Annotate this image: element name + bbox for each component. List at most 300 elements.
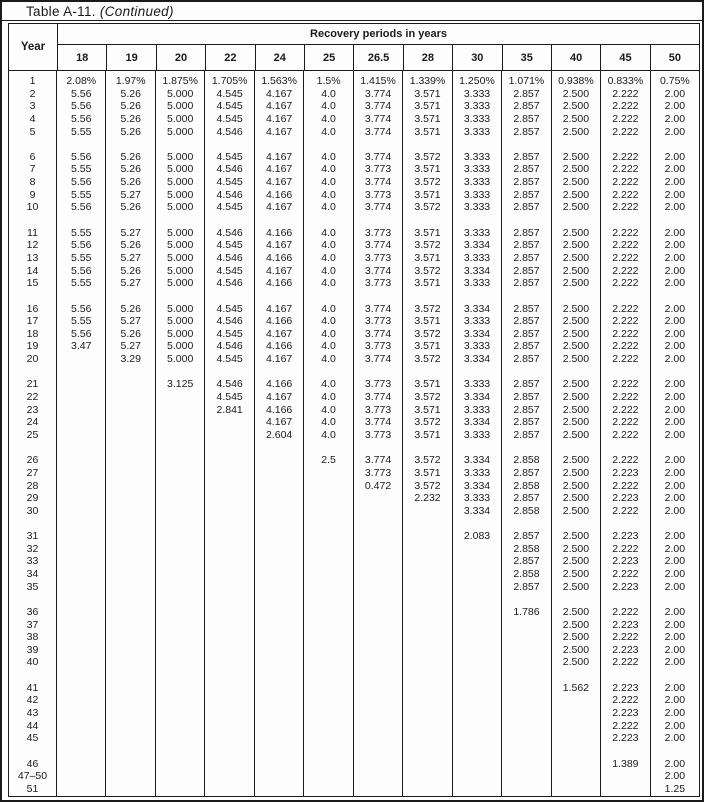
table-cell <box>156 758 204 771</box>
table-cell <box>304 543 352 556</box>
row-group-gap <box>453 366 501 379</box>
table-cell: 2.00 <box>664 719 686 732</box>
table-cell <box>304 732 352 745</box>
column-header-40: 40 <box>552 45 601 70</box>
table-cell: 4.546 <box>216 125 243 138</box>
table-cell: 4.166 <box>265 340 293 353</box>
table-cell: 2.857 <box>513 353 540 366</box>
table-cell <box>57 378 105 391</box>
table-cell: 2.00 <box>664 454 686 467</box>
table-cell <box>403 568 451 581</box>
table-cell <box>354 543 402 556</box>
table-cell: 47–50 <box>17 770 48 783</box>
table-cell <box>304 581 352 594</box>
table-cell: 2.858 <box>513 454 540 467</box>
table-cell: 2.500 <box>562 580 590 593</box>
table-cell: 2.500 <box>562 567 590 580</box>
table-cell <box>354 492 402 505</box>
table-cell <box>205 720 253 733</box>
row-group-gap <box>651 214 699 227</box>
table-cell: 2.857 <box>513 87 540 100</box>
table-cell <box>57 429 105 442</box>
table-cell: 0.938% <box>558 75 594 87</box>
table-cell: 4.167 <box>265 327 293 340</box>
table-cell: 3.333 <box>463 125 491 138</box>
table-cell: 2.500 <box>562 454 590 467</box>
table-cell: 2.857 <box>513 416 540 429</box>
table-cell <box>156 530 204 543</box>
table-cell <box>57 619 105 632</box>
table-cell <box>106 783 154 796</box>
table-cell: 4.166 <box>265 315 293 328</box>
table-cell <box>156 454 204 467</box>
row-group-gap <box>601 442 649 455</box>
table-cell: 2.857 <box>513 188 540 201</box>
table-cell <box>354 619 402 632</box>
table-cell <box>453 732 501 745</box>
table-cell: 2.00 <box>664 87 686 100</box>
table-cell <box>106 530 154 543</box>
table-cell: 2.857 <box>513 125 540 138</box>
row-group-gap <box>9 517 56 530</box>
table-cell: 1.389 <box>612 757 639 770</box>
table-cell <box>106 581 154 594</box>
table-cell: 5.000 <box>167 112 194 125</box>
table-cell: 3.572 <box>414 201 441 214</box>
table-cell: 2.00 <box>664 631 686 644</box>
table-cell: 36 <box>26 605 39 618</box>
table-cell: 27 <box>26 466 39 479</box>
table-cell: 1.562 <box>562 681 590 694</box>
table-cell: 5.26 <box>120 87 141 100</box>
table-cell: 2.500 <box>562 201 590 214</box>
table-cell: 2.222 <box>612 454 639 467</box>
table-cell: 2.00 <box>664 163 686 176</box>
table-cell <box>57 770 105 783</box>
table-cell: 18 <box>26 327 39 340</box>
table-cell <box>453 656 501 669</box>
table-cell: 2.500 <box>562 416 590 429</box>
data-column-25 <box>304 71 353 796</box>
table-cell: 5.55 <box>71 163 92 176</box>
table-cell: 5.000 <box>167 251 194 264</box>
table-cell: 46 <box>26 757 39 770</box>
table-cell: 5.000 <box>167 226 194 239</box>
table-cell: 1.705% <box>211 75 248 87</box>
table-cell: 12 <box>26 239 39 252</box>
table-cell: 5.000 <box>167 239 194 252</box>
table-cell: 5.26 <box>120 176 141 189</box>
table-cell <box>304 530 352 543</box>
table-cell: 3.333 <box>463 315 491 328</box>
table-cell <box>205 732 253 745</box>
table-cell <box>403 505 451 518</box>
table-cell: 2.222 <box>612 542 639 555</box>
row-group-gap <box>57 290 105 303</box>
table-cell: 2.500 <box>562 656 590 669</box>
table-cell: 3.774 <box>364 239 392 252</box>
table-cell <box>106 694 154 707</box>
table-cell <box>403 644 451 657</box>
table-cell: 2.857 <box>513 340 540 353</box>
table-cell: 2.00 <box>664 732 686 745</box>
table-cell: 2.223 <box>612 681 639 694</box>
table-cell: 4.167 <box>265 391 293 404</box>
table-cell <box>403 758 451 771</box>
table-cell: 2.222 <box>612 567 639 580</box>
table-cell: 2.222 <box>612 188 639 201</box>
table-cell: 0.75% <box>659 75 690 87</box>
table-cell: 1.415% <box>360 75 396 87</box>
table-cell <box>106 732 154 745</box>
table-cell: 2.857 <box>513 555 540 568</box>
table-cell: 2.00 <box>664 694 686 707</box>
table-cell: 5.26 <box>120 150 141 163</box>
table-cell: 2.857 <box>513 277 540 290</box>
row-group-gap <box>453 517 501 530</box>
table-cell <box>304 619 352 632</box>
table-cell: 2.00 <box>664 567 686 580</box>
table-cell: 3.334 <box>463 391 491 404</box>
table-cell: 3.333 <box>463 466 491 479</box>
table-cell: 5.56 <box>71 327 92 340</box>
table-cell: 3.774 <box>364 201 392 214</box>
row-group-gap <box>106 366 154 379</box>
table-cell <box>403 720 451 733</box>
table-cell: 23 <box>26 403 39 416</box>
table-cell: 4.0 <box>321 315 336 328</box>
table-cell: 5.26 <box>120 163 141 176</box>
table-cell: 3.571 <box>414 125 441 138</box>
table-cell <box>57 707 105 720</box>
table-cell <box>156 568 204 581</box>
table-cell: 1.875% <box>162 75 198 87</box>
table-cell: 4.545 <box>216 353 243 366</box>
table-cell: 2.500 <box>562 239 590 252</box>
row-group-gap <box>601 214 649 227</box>
row-group-gap <box>156 669 204 682</box>
table-cell <box>403 581 451 594</box>
table-cell: 3.333 <box>463 188 491 201</box>
table-cell: 3.571 <box>414 112 441 125</box>
table-cell <box>205 758 253 771</box>
table-cell <box>106 454 154 467</box>
table-cell: 4.0 <box>321 277 336 290</box>
table-cell: 4.546 <box>216 340 243 353</box>
table-cell <box>453 720 501 733</box>
table-cell: 5.000 <box>167 264 194 277</box>
table-cell: 5.56 <box>71 87 92 100</box>
row-group-gap <box>651 517 699 530</box>
table-cell: 4.546 <box>216 163 243 176</box>
table-cell <box>453 682 501 695</box>
table-cell <box>156 391 204 404</box>
table-cell <box>57 606 105 619</box>
table-cell <box>156 543 204 556</box>
table-cell: 3.333 <box>463 340 491 353</box>
table-cell: 17 <box>26 315 39 328</box>
table-cell: 4.0 <box>321 163 336 176</box>
table-cell <box>354 505 402 518</box>
table-cell: 3.334 <box>463 327 491 340</box>
table-cell <box>106 543 154 556</box>
table-cell: 2.500 <box>562 555 590 568</box>
table-cell <box>156 555 204 568</box>
data-column-50 <box>651 71 699 796</box>
table-cell: 2.00 <box>664 504 686 517</box>
table-cell: 2.222 <box>612 302 639 315</box>
table-cell: 4.0 <box>321 112 336 125</box>
table-cell <box>453 568 501 581</box>
row-group-gap <box>453 593 501 606</box>
table-cell: 3.334 <box>463 302 491 315</box>
year-column-header: Year <box>9 24 58 70</box>
column-header-row <box>58 45 699 70</box>
table-cell <box>304 682 352 695</box>
table-cell: 5.000 <box>167 188 194 201</box>
table-cell: 3.333 <box>463 403 491 416</box>
table-cell <box>156 480 204 493</box>
table-cell: 3.773 <box>364 340 392 353</box>
table-cell: 3.47 <box>71 340 92 353</box>
row-group-gap <box>403 214 451 227</box>
row-group-gap <box>651 290 699 303</box>
row-group-gap <box>255 442 303 455</box>
table-cell: 3.29 <box>120 353 141 366</box>
table-cell: 3.334 <box>463 353 491 366</box>
table-cell: 4.546 <box>216 251 243 264</box>
table-cell: 2.857 <box>513 315 540 328</box>
row-group-gap <box>304 138 352 151</box>
row-group-gap <box>255 669 303 682</box>
data-column-24 <box>255 71 304 796</box>
table-cell <box>552 732 600 745</box>
table-cell <box>57 581 105 594</box>
table-cell: 5.55 <box>71 226 92 239</box>
row-group-gap <box>502 214 550 227</box>
table-cell: 34 <box>26 567 39 580</box>
table-cell: 3.773 <box>364 163 392 176</box>
table-cell: 3.333 <box>463 112 491 125</box>
row-group-gap <box>255 745 303 758</box>
table-cell <box>106 492 154 505</box>
row-group-gap <box>255 593 303 606</box>
table-cell: 51 <box>26 782 39 795</box>
table-cell <box>106 682 154 695</box>
table-body <box>9 71 699 796</box>
table-cell: 2.00 <box>664 327 686 340</box>
table-cell <box>106 404 154 417</box>
table-cell: 39 <box>26 643 39 656</box>
table-cell: 2.00 <box>664 479 686 492</box>
table-cell: 5.26 <box>120 239 141 252</box>
table-cell: 2.858 <box>513 504 540 517</box>
table-cell: 5.27 <box>120 277 141 290</box>
table-cell: 4.0 <box>321 188 336 201</box>
table-cell: 3.333 <box>463 163 491 176</box>
table-cell: 2.00 <box>664 542 686 555</box>
table-cell: 37 <box>26 618 39 631</box>
table-cell <box>57 416 105 429</box>
table-cell <box>354 581 402 594</box>
table-cell: 5.55 <box>71 125 92 138</box>
row-group-gap <box>304 290 352 303</box>
table-cell: 2.00 <box>664 277 686 290</box>
row-group-gap <box>304 366 352 379</box>
table-cell: 5.26 <box>120 201 141 214</box>
table-cell: 2.500 <box>562 479 590 492</box>
table-cell: 5.000 <box>167 340 194 353</box>
table-cell: 21 <box>26 378 39 391</box>
table-cell: 4.0 <box>321 428 336 441</box>
table-cell <box>57 555 105 568</box>
row-group-gap <box>156 517 204 530</box>
table-cell <box>304 783 352 796</box>
table-cell: 3 <box>29 100 36 113</box>
table-cell: 5.56 <box>71 176 92 189</box>
table-cell <box>354 568 402 581</box>
table-cell <box>552 694 600 707</box>
table-cell: 3.572 <box>414 239 441 252</box>
row-group-gap <box>403 366 451 379</box>
table-cell: 4.0 <box>321 201 336 214</box>
table-cell: 2.500 <box>562 530 590 543</box>
table-cell: 44 <box>26 719 39 732</box>
table-cell: 4 <box>29 112 36 125</box>
table-cell: 2.857 <box>513 378 540 391</box>
table-cell <box>255 644 303 657</box>
table-cell: 5.26 <box>120 264 141 277</box>
row-group-gap <box>106 669 154 682</box>
table-cell: 2.222 <box>612 150 639 163</box>
table-cell: 3.334 <box>463 416 491 429</box>
row-group-gap <box>156 593 204 606</box>
table-cell <box>205 656 253 669</box>
table-cell <box>156 606 204 619</box>
row-group-gap <box>106 442 154 455</box>
table-cell: 3.125 <box>167 378 194 391</box>
table-cell <box>156 416 204 429</box>
row-group-gap <box>304 442 352 455</box>
table-cell: 4.0 <box>321 251 336 264</box>
row-group-gap <box>601 290 649 303</box>
row-group-gap <box>354 593 402 606</box>
table-cell <box>57 467 105 480</box>
table-cell: 3.571 <box>414 403 441 416</box>
row-group-gap <box>9 138 56 151</box>
row-group-gap <box>57 593 105 606</box>
table-cell <box>403 606 451 619</box>
table-cell: 4.0 <box>321 87 336 100</box>
table-cell: 2.00 <box>664 150 686 163</box>
table-cell <box>255 619 303 632</box>
table-cell: 2.857 <box>513 428 540 441</box>
table-cell: 4.167 <box>265 176 293 189</box>
data-column-18 <box>57 71 106 796</box>
table-cell <box>205 581 253 594</box>
row-group-gap <box>403 593 451 606</box>
table-cell <box>205 644 253 657</box>
table-cell <box>354 770 402 783</box>
table-cell <box>57 783 105 796</box>
table-cell <box>453 631 501 644</box>
table-cell: 2.500 <box>562 403 590 416</box>
table-cell: 2.00 <box>664 353 686 366</box>
table-cell <box>156 656 204 669</box>
table-cell: 2.222 <box>612 315 639 328</box>
table-cell: 2.232 <box>414 492 441 505</box>
row-group-gap <box>304 593 352 606</box>
table-cell: 45 <box>26 732 39 745</box>
table-cell <box>304 758 352 771</box>
table-cell <box>552 770 600 783</box>
table-cell: 2.00 <box>664 757 686 770</box>
table-cell: 4.545 <box>216 112 243 125</box>
table-cell <box>354 707 402 720</box>
table-cell <box>354 783 402 796</box>
row-group-gap <box>9 593 56 606</box>
row-group-gap <box>304 745 352 758</box>
table-cell <box>304 492 352 505</box>
table-cell: 2.222 <box>612 428 639 441</box>
table-cell: 4.545 <box>216 327 243 340</box>
row-group-gap <box>9 669 56 682</box>
row-group-gap <box>354 366 402 379</box>
table-cell: 4.167 <box>265 353 293 366</box>
row-group-gap <box>552 366 600 379</box>
column-header-25: 25 <box>305 45 354 70</box>
table-cell: 3.774 <box>364 150 392 163</box>
table-cell <box>304 505 352 518</box>
table-cell <box>156 732 204 745</box>
table-cell: 3.571 <box>414 188 441 201</box>
table-cell: 3.571 <box>414 428 441 441</box>
table-cell: 3.774 <box>364 391 392 404</box>
table-cell: 40 <box>26 656 39 669</box>
row-group-gap <box>205 290 253 303</box>
table-cell: 5.56 <box>71 302 92 315</box>
column-header-19: 19 <box>107 45 156 70</box>
table-cell: 2.500 <box>562 378 590 391</box>
table-cell <box>106 568 154 581</box>
table-cell: 4.167 <box>265 112 293 125</box>
table-cell: 2.500 <box>562 302 590 315</box>
table-cell: 5.000 <box>167 277 194 290</box>
table-cell: 3.572 <box>414 479 441 492</box>
table-cell: 4.546 <box>216 277 243 290</box>
row-group-gap <box>403 138 451 151</box>
table-cell <box>205 543 253 556</box>
table-cell: 43 <box>26 707 39 720</box>
table-cell: 2 <box>29 87 36 100</box>
table-cell: 4.0 <box>321 125 336 138</box>
table-cell <box>304 606 352 619</box>
data-column-40 <box>552 71 601 796</box>
table-cell: 20 <box>26 353 39 366</box>
table-cell <box>502 707 550 720</box>
table-cell: 9 <box>29 188 36 201</box>
row-group-gap <box>552 745 600 758</box>
table-cell: 5.000 <box>167 315 194 328</box>
table-cell: 5.55 <box>71 277 92 290</box>
table-cell: 2.857 <box>513 112 540 125</box>
table-cell: 2.00 <box>664 176 686 189</box>
table-cell: 2.500 <box>562 277 590 290</box>
table-cell: 2.00 <box>664 315 686 328</box>
table-cell <box>156 644 204 657</box>
table-cell: 2.500 <box>562 466 590 479</box>
table-cell: 5.000 <box>167 201 194 214</box>
